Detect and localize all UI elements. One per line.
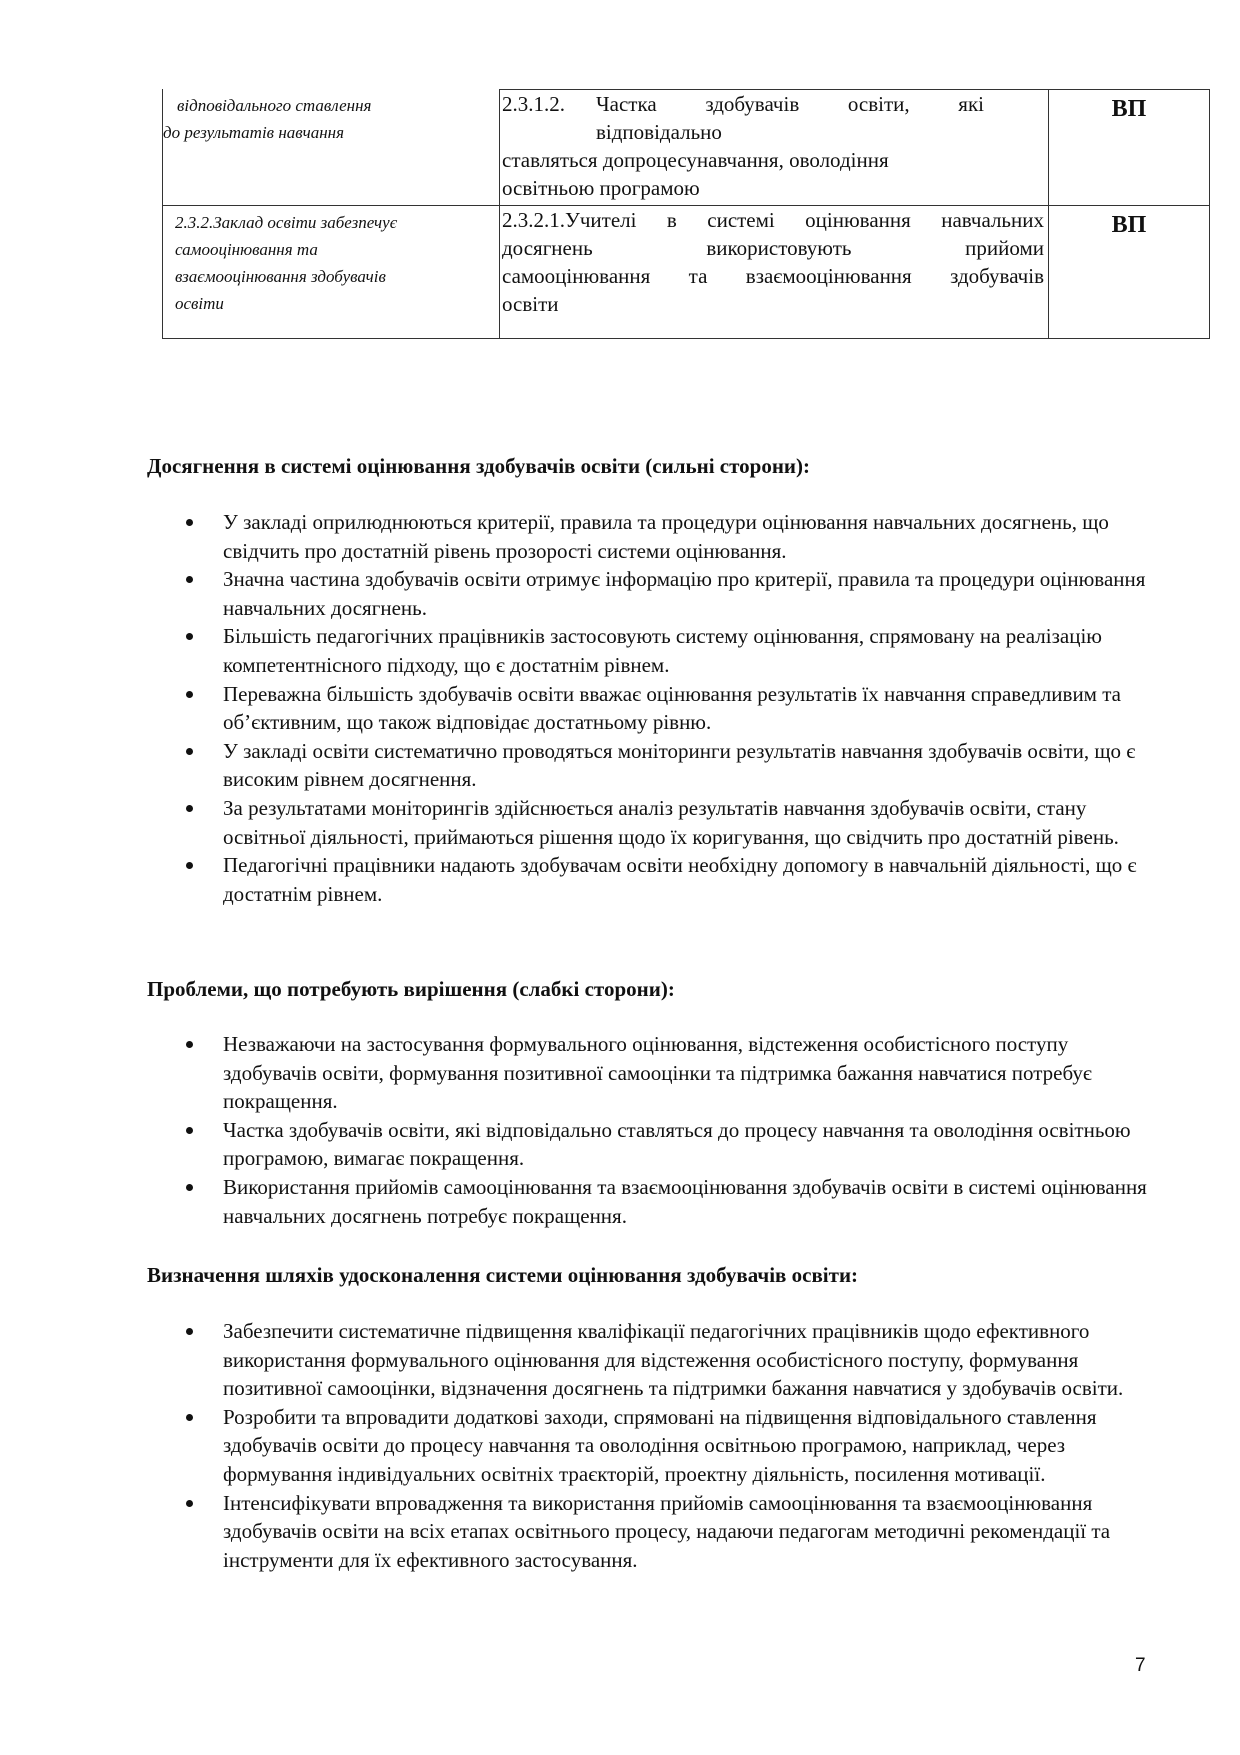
indicator-text: відповідально — [596, 120, 722, 144]
bullet-icon — [186, 1414, 193, 1421]
list-item — [0, 851, 1163, 908]
criterion-text: відповідального ставлення — [177, 96, 372, 115]
criterion-cell — [162, 89, 499, 205]
strengths-list — [0, 508, 1240, 908]
indicator-cell — [499, 89, 1048, 205]
level-badge: ВП — [1111, 96, 1147, 122]
list-item-text: Педагогічні працівники надають здобувачам освіти необхідну допомогу в навчальній діяльності, що є достатнім рівнем. — [223, 853, 1137, 906]
list-item — [0, 1317, 1163, 1403]
list-item-text: Переважна більшість здобувачів освіти вважає оцінювання результатів їх навчання справедливим та об’єктивним, що також відповідає достатньому рівню. — [223, 681, 1121, 735]
indicator-number: 2.3.1.2. — [502, 92, 565, 116]
bullet-icon — [186, 1127, 193, 1134]
weaknesses-heading: Проблеми, що потребують вирішення (слабкі сторони): — [147, 977, 675, 1001]
indicator-text: освітньою програмою — [502, 176, 700, 200]
level-badge: ВП — [1111, 212, 1147, 238]
improvements-heading: Визначення шляхів удосконалення системи оцінювання здобувачів освіти: — [147, 1263, 859, 1287]
criterion-text: самооцінювання та — [175, 240, 318, 259]
improvements-list — [0, 1317, 1240, 1574]
level-cell — [1048, 205, 1210, 339]
list-item-text: Розробити та впровадити додаткові заходи, спрямовані на підвищення відповідального ставлення здобувачів освіти до процесу навчання та оволодіння освітньою програмою, наприклад, через формування індивідуальних освітніх траєкторій, проектну діяльність, посилення мотивації. — [223, 1404, 1097, 1486]
table-row — [162, 205, 1210, 339]
indicator-text: самооцінювання та взаємооцінювання здобувачів — [502, 264, 1044, 288]
criterion-text: освіти — [175, 294, 224, 313]
list-item — [0, 1173, 1163, 1230]
indicator-cell — [499, 205, 1048, 339]
list-item-text: Частка здобувачів освіти, які відповідально ставляться до процесу навчання та оволодіння освітньою програмою, вимагає покращення. — [223, 1117, 1131, 1171]
list-item — [0, 680, 1163, 737]
list-item-text: Забезпечити систематичне підвищення кваліфікації педагогічних працівників щодо ефективного використання формувального оцінювання для відстеження особистісного поступу, формування позитивної самооцінки, відзначення досягнень та підтримки бажання навчатися у здобувачів освіти. — [223, 1319, 1124, 1401]
list-item — [0, 508, 1163, 565]
list-item — [0, 794, 1163, 851]
list-item — [0, 565, 1163, 622]
bullet-icon — [186, 691, 193, 698]
bullet-icon — [186, 1328, 193, 1335]
list-item-text: У закладі освіти систематично проводяться моніторинги результатів навчання здобувачів освіти, що є високим рівнем досягнення. — [223, 738, 1136, 792]
page-number: 7 — [1135, 1655, 1146, 1676]
list-item-text: Інтенсифікувати впровадження та використання прийомів самооцінювання та взаємооцінювання здобувачів освіти на всіх етапах освітнього процесу, надаючи педагогам методичні рекомендації та інструменти для їх ефективного застосування. — [223, 1490, 1111, 1572]
list-item — [0, 737, 1163, 794]
criterion-cell — [162, 205, 499, 339]
list-item — [0, 1403, 1163, 1489]
bullet-icon — [186, 633, 193, 640]
list-item — [0, 622, 1163, 679]
list-item-text: За результатами моніторингів здійснюється аналіз результатів навчання здобувачів освіти, стану освітньої діяльності, приймаються рішення щодо їх коригування, що свідчить про достатній рівень. — [223, 795, 1119, 849]
bullet-icon — [186, 519, 193, 526]
bullet-icon — [186, 1041, 193, 1048]
level-cell — [1048, 89, 1210, 205]
list-item — [0, 1489, 1163, 1575]
criterion-text: 2.3.2.Заклад освіти забезпечує — [175, 213, 398, 232]
list-item-text: Більшість педагогічних працівників застосовують систему оцінювання, спрямовану на реалізацію компетентнісного підходу, що є достатнім рівнем. — [223, 624, 1102, 677]
bullet-icon — [186, 576, 193, 583]
list-item-text: Значна частина здобувачів освіти отримує інформацію про критерії, правила та процедури оцінювання навчальних досягнень. — [223, 567, 1146, 620]
bullet-icon — [186, 1500, 193, 1507]
list-item — [0, 1030, 1163, 1116]
indicator-text: Частка здобувачів освіти, які — [596, 92, 984, 116]
indicator-text: освіти — [502, 292, 559, 316]
weaknesses-list — [0, 1030, 1240, 1230]
bullet-icon — [186, 862, 193, 869]
indicator-text: 2.3.2.1.Учителі в системі оцінювання навчальних — [502, 208, 1044, 232]
criterion-text: взаємооцінювання здобувачів — [175, 267, 386, 286]
list-item-text: Незважаючи на застосування формувального оцінювання, відстеження особистісного поступу здобувачів освіти, формування позитивної самооцінки та підтримка бажання навчатися потребує покращення. — [223, 1032, 1092, 1114]
list-item-text: Використання прийомів самооцінювання та взаємооцінювання здобувачів освіти в системі оцінювання навчальних досягнень потребує покращення. — [223, 1174, 1147, 1228]
criteria-table — [162, 89, 1210, 339]
strengths-heading: Досягнення в системі оцінювання здобувачів освіти (сильні сторони): — [147, 454, 811, 478]
bullet-icon — [186, 805, 193, 812]
list-item — [0, 1116, 1163, 1173]
bullet-icon — [186, 1184, 193, 1191]
list-item-text: У закладі оприлюднюються критерії, правила та процедури оцінювання навчальних досягнень, що свідчить про достатній рівень прозорості системи оцінювання. — [223, 510, 1109, 563]
table-row — [162, 89, 1210, 205]
indicator-text: досягнень використовують прийоми — [502, 236, 1044, 260]
criterion-text: до результатів навчання — [163, 123, 345, 142]
indicator-text: ставляться допроцесунавчання, оволодіння — [502, 148, 889, 172]
bullet-icon — [186, 748, 193, 755]
